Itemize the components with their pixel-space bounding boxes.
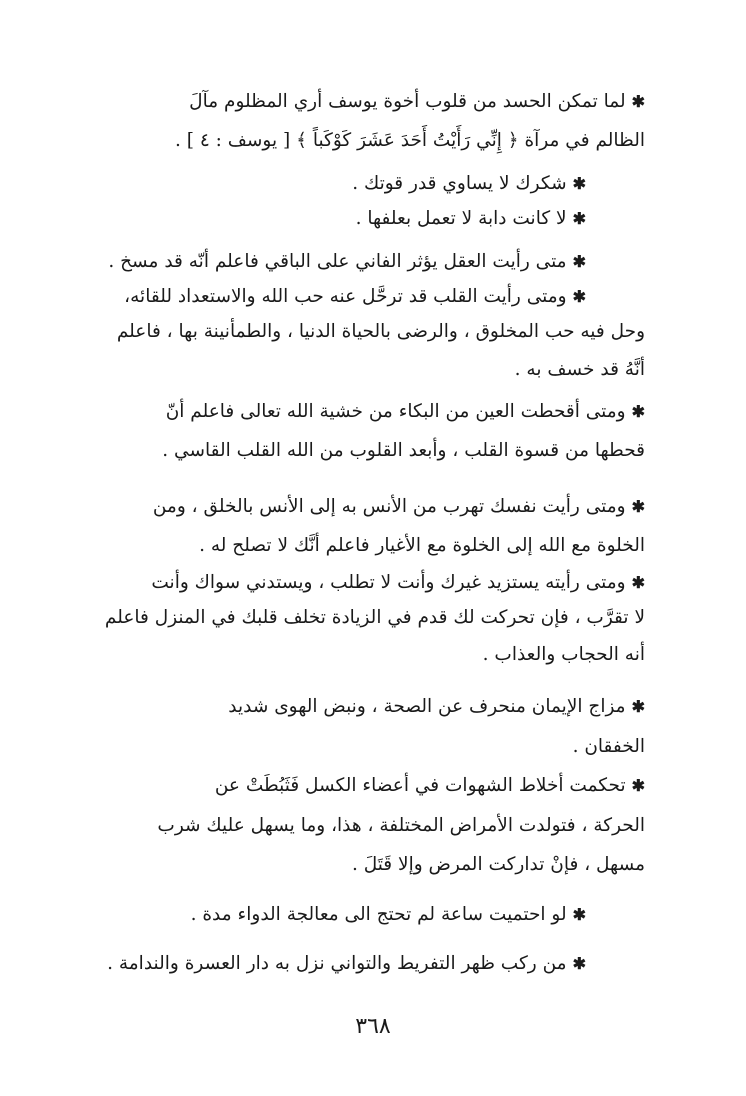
text-line xyxy=(352,170,586,198)
bullet-star-icon: ✱ xyxy=(572,252,586,271)
text-line xyxy=(191,901,586,929)
line-text: الظالم في مرآة ﴿ إِنِّي رَأَيْتُ أَحَدَ عَشَرَ كَوْكَباً ﴾ [ يوسف : ٤ ] . xyxy=(174,130,645,151)
text-line xyxy=(108,248,586,276)
line-text: قحطها من قسوة القلب ، وأبعد القلوب من الله القلب القاسي . xyxy=(162,440,645,461)
text-line xyxy=(162,437,645,465)
bullet-star-icon: ✱ xyxy=(631,776,645,795)
line-text: متى رأيت العقل يؤثر الفاني على الباقي فاعلم أنّه قد مسخ . xyxy=(108,251,567,272)
bullet-star-icon: ✱ xyxy=(631,497,645,516)
bullet-star-icon: ✱ xyxy=(572,905,586,924)
line-text: مزاج الإيمان منحرف عن الصحة ، ونبض الهوى شديد xyxy=(228,696,626,717)
line-text: ومتى رأيت القلب قد ترحَّل عنه حب الله والاستعداد للقائه، xyxy=(124,286,567,307)
text-line xyxy=(356,205,586,233)
text-line xyxy=(189,88,645,116)
line-text: لو احتميت ساعة لم تحتج الى معالجة الدواء مدة . xyxy=(190,904,567,925)
line-text: شكرك لا يساوي قدر قوتك . xyxy=(352,173,567,194)
text-line xyxy=(151,569,645,597)
line-text: الخفقان . xyxy=(572,736,645,757)
line-text: لا كانت دابة لا تعمل بعلفها . xyxy=(355,208,567,229)
bullet-star-icon: ✱ xyxy=(572,174,586,193)
page-number: ٣٦٨ xyxy=(355,1014,391,1039)
line-text: أنَّهُ قد خسف به . xyxy=(514,359,645,380)
bullet-star-icon: ✱ xyxy=(572,209,586,228)
line-text: ومتى رأيته يستزيد غيرك وأنت لا تطلب ، ويستدني سواك وأنت xyxy=(151,572,626,593)
bullet-star-icon: ✱ xyxy=(572,954,586,973)
line-text: أنه الحجاب والعذاب . xyxy=(482,644,645,665)
line-text: وحل فيه حب المخلوق ، والرضى بالحياة الدنيا ، والطمأنينة بها ، فاعلم xyxy=(116,321,645,342)
line-text: ومتى أقحطت العين من البكاء من خشية الله تعالى فاعلم أنّ xyxy=(165,401,626,422)
bullet-star-icon: ✱ xyxy=(572,287,586,306)
text-line xyxy=(105,604,645,632)
line-text: ومتى رأيت نفسك تهرب من الأنس به إلى الأنس بالخلق ، ومن xyxy=(152,496,626,517)
text-line xyxy=(199,532,645,560)
line-text: لا تقرَّب ، فإن تحركت لك قدم في الزيادة تخلف قلبك في المنزل فاعلم xyxy=(104,607,645,628)
text-line xyxy=(166,398,645,426)
text-line xyxy=(573,733,645,761)
line-text: مسهل ، فإنْ تداركت المرض وإلا قَتَلَ . xyxy=(351,854,645,875)
text-line xyxy=(124,283,586,311)
text-line xyxy=(483,641,645,669)
text-line xyxy=(117,318,645,346)
line-text: من ركب ظهر التفريط والتواني نزل به دار العسرة والندامة . xyxy=(107,953,567,974)
bullet-star-icon: ✱ xyxy=(631,573,645,592)
text-line xyxy=(107,950,586,978)
text-line xyxy=(215,772,645,800)
line-text: الحركة ، فتولدت الأمراض المختلفة ، هذا، وما يسهل عليك شرب xyxy=(157,815,645,836)
bullet-star-icon: ✱ xyxy=(631,697,645,716)
text-line xyxy=(352,851,645,879)
text-line xyxy=(153,493,645,521)
text-line xyxy=(515,356,645,384)
bullet-star-icon: ✱ xyxy=(631,402,645,421)
line-text: الخلوة مع الله إلى الخلوة مع الأغيار فاعلم أنَّك لا تصلح له . xyxy=(199,535,645,556)
line-text: تحكمت أخلاط الشهوات في أعضاء الكسل فَثَبُطَتْ عن xyxy=(214,775,626,796)
bullet-star-icon: ✱ xyxy=(631,92,645,111)
text-line xyxy=(175,127,645,155)
line-text: لما تمكن الحسد من قلوب أخوة يوسف أري المظلوم مآلَ xyxy=(189,91,626,112)
text-line xyxy=(228,693,645,721)
text-line xyxy=(157,812,645,840)
